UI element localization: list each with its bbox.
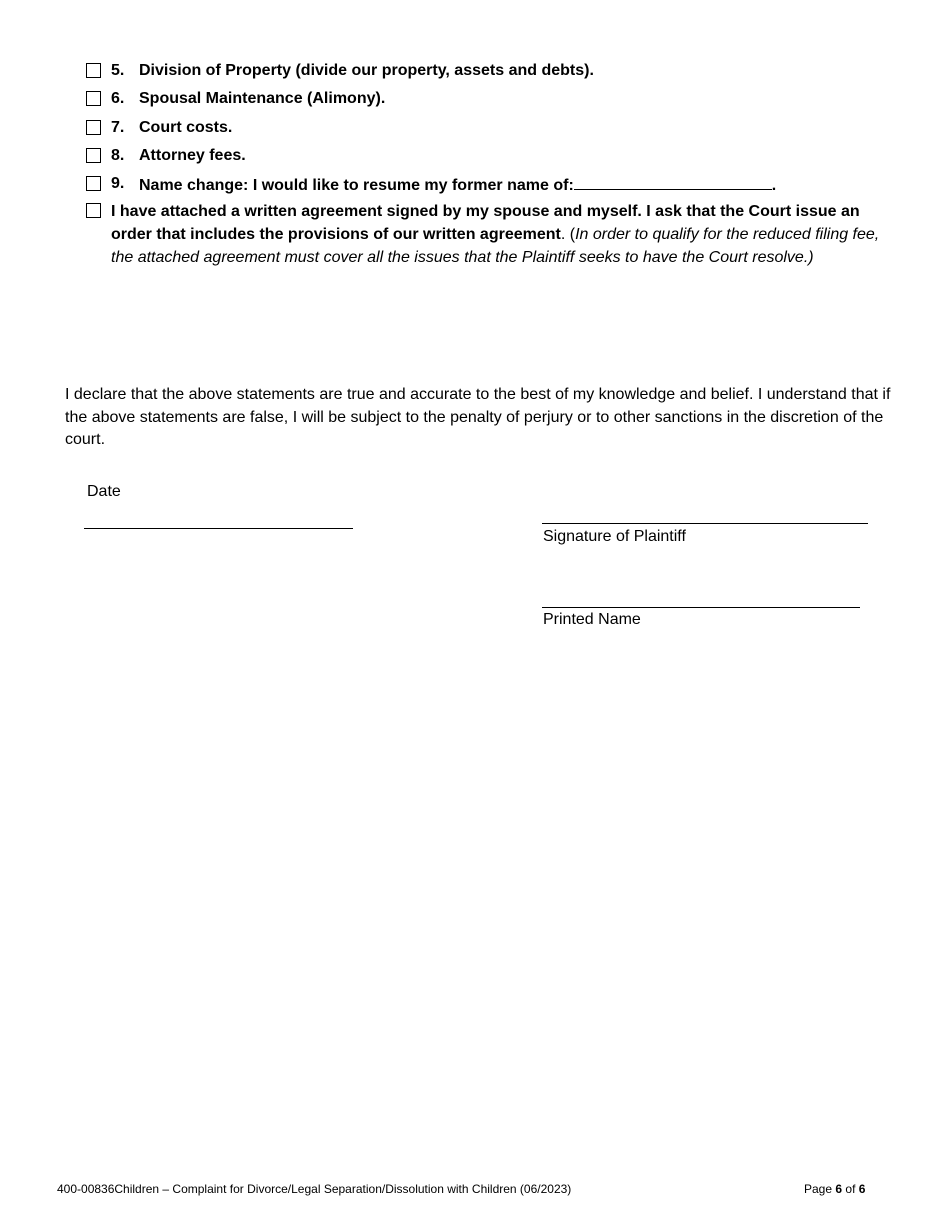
- agreement-plain-text: . (: [560, 226, 576, 243]
- name-change-text: Name change: I would like to resume my former name of:: [139, 177, 574, 194]
- agreement-italic-text: In order to qualify for the reduced filing fee, the attached agreement must cover all the issues that the Plaintiff seeks to have the Court resolve.): [111, 226, 880, 266]
- item-text: Spousal Maintenance (Alimony).: [139, 90, 386, 107]
- signature-label: Signature of Plaintiff: [543, 528, 686, 545]
- checkbox-item-9[interactable]: [86, 176, 101, 191]
- agreement-item: [86, 200, 886, 269]
- checkbox-agreement[interactable]: [86, 203, 101, 218]
- item-text: [139, 173, 776, 197]
- footer-form-id: 400-00836Children – Complaint for Divorce/Legal Separation/Dissolution with Children (06/2023): [57, 1182, 572, 1196]
- footer-page-number: [804, 1181, 865, 1197]
- page-of: of: [845, 1182, 856, 1196]
- checkbox-item-5[interactable]: [86, 63, 101, 78]
- checkbox-item-7[interactable]: [86, 120, 101, 135]
- date-line[interactable]: [84, 528, 353, 529]
- page-current: 6: [835, 1182, 843, 1196]
- agreement-text: [111, 200, 881, 269]
- declaration-paragraph: I declare that the above statements are true and accurate to the best of my knowledge and belief. I understand that if the above statements are false, I will be subject to the penalty of perjury or to other sanctions in the discretion of the court.: [65, 386, 891, 448]
- date-label: Date: [87, 483, 121, 500]
- page-word: Page: [804, 1182, 833, 1196]
- item-number: 6.: [111, 90, 125, 107]
- printed-name-label: Printed Name: [543, 611, 641, 628]
- page-total: 6: [858, 1182, 866, 1196]
- printed-name-line[interactable]: [542, 607, 860, 608]
- name-change-suffix: .: [771, 177, 777, 194]
- former-name-blank[interactable]: [574, 173, 772, 190]
- item-number: 7.: [111, 119, 125, 136]
- item-text: Attorney fees.: [139, 147, 246, 164]
- item-number: 5.: [111, 62, 125, 79]
- checkbox-item-8[interactable]: [86, 148, 101, 163]
- item-text: Court costs.: [139, 119, 233, 136]
- item-number: 8.: [111, 147, 125, 164]
- item-number: 9.: [111, 175, 125, 192]
- item-text: Division of Property (divide our property, assets and debts).: [139, 62, 594, 79]
- agreement-bold-text: I have attached a written agreement signed by my spouse and myself. I ask that the Court issue an order that includes the provisions of our written agreement: [111, 203, 860, 243]
- checkbox-item-6[interactable]: [86, 91, 101, 106]
- signature-line[interactable]: [542, 523, 868, 524]
